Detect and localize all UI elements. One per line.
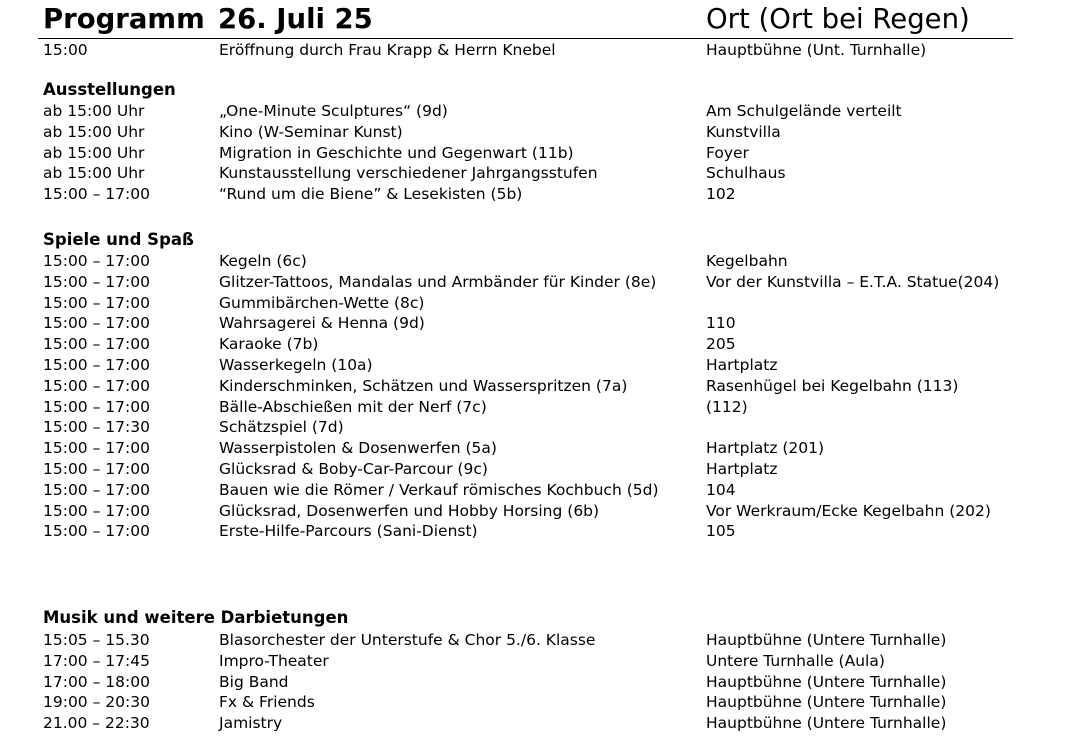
row-location: Untere Turnhalle (Aula) (706, 651, 885, 670)
row-time: 15:00 – 17:00 (43, 335, 150, 354)
row-location: Hauptbühne (Untere Turnhalle) (706, 714, 947, 733)
row-event: Glücksrad & Boby-Car-Parcour (9c) (219, 460, 488, 478)
row-event: Glitzer-Tattoos, Mandalas und Armbänder für Kinder (8e) (219, 272, 657, 291)
row-location: Hartplatz (201) (706, 439, 825, 458)
table-row (0, 480, 1075, 501)
table-row (0, 184, 1075, 205)
program-header (0, 0, 1075, 40)
row-event: Karaoke (7b) (219, 335, 319, 354)
row-time: 15:00 – 17:00 (43, 356, 150, 374)
row-time: ab 15:00 Uhr (43, 122, 145, 141)
table-row (0, 397, 1075, 418)
row-event: Schätzspiel (7d) (219, 418, 344, 437)
table-row (0, 692, 1075, 713)
table-row (0, 521, 1075, 542)
row-location: Am Schulgelände verteilt (706, 102, 902, 120)
table-row (0, 438, 1075, 459)
row-event: Gummibärchen-Wette (8c) (219, 293, 425, 312)
row-time: 15:00 – 17:00 (43, 376, 150, 395)
opening-row (0, 40, 1075, 61)
table-row (0, 272, 1075, 293)
table-row (0, 143, 1075, 164)
table-row (0, 417, 1075, 438)
row-event: Wasserkegeln (10a) (219, 356, 373, 374)
row-event: Kunstausstellung verschiedener Jahrgangsstufen (219, 164, 598, 183)
row-event: Kinderschminken, Schätzen und Wasserspritzen (7a) (219, 376, 628, 395)
row-time: ab 15:00 Uhr (43, 102, 145, 120)
row-location: Hauptbühne (Untere Turnhalle) (706, 672, 947, 691)
row-location: Kegelbahn (706, 252, 788, 270)
row-time: 17:00 – 17:45 (43, 651, 150, 670)
row-time: 15:00 – 17:00 (43, 397, 150, 416)
header-divider (38, 38, 1013, 39)
row-location: 104 (706, 480, 736, 499)
row-time: 15:00 – 17:00 (43, 439, 150, 458)
table-row (0, 459, 1075, 480)
table-row (0, 651, 1075, 672)
table-row (0, 163, 1075, 184)
row-time: 15:00 – 17:00 (43, 185, 150, 204)
row-event: Jamistry (219, 714, 283, 733)
row-time: 17:00 – 18:00 (43, 672, 150, 691)
row-time: 15:00 – 17:00 (43, 272, 150, 291)
row-event: Erste-Hilfe-Parcours (Sani-Dienst) (219, 522, 478, 541)
row-location: Vor Werkraum/Ecke Kegelbahn (202) (706, 501, 991, 520)
table-row (0, 672, 1075, 693)
row-event: „One-Minute Sculptures“ (9d) (219, 102, 448, 120)
table-row (0, 630, 1075, 651)
row-location: Hauptbühne (Unt. Turnhalle) (706, 41, 927, 59)
row-event: Kino (W-Seminar Kunst) (219, 122, 403, 141)
row-time: 21.00 – 22:30 (43, 714, 150, 733)
row-event: Kegeln (6c) (219, 252, 307, 270)
section-title: Musik und weitere Darbietungen (43, 608, 349, 627)
row-location: Hauptbühne (Untere Turnhalle) (706, 631, 947, 649)
row-time: 19:00 – 20:30 (43, 693, 150, 712)
row-event: Fx & Friends (219, 693, 315, 712)
row-event: Wahrsagerei & Henna (9d) (219, 314, 425, 333)
table-row (0, 355, 1075, 376)
section-title: Ausstellungen (43, 80, 176, 99)
row-time: 15:00 – 17:00 (43, 252, 150, 270)
row-event: Bälle-Abschießen mit der Nerf (7c) (219, 397, 487, 416)
row-location: Hartplatz (706, 460, 778, 478)
table-row (0, 334, 1075, 355)
row-location: Schulhaus (706, 164, 786, 183)
table-row (0, 101, 1075, 122)
row-location: 102 (706, 185, 736, 204)
table-row (0, 313, 1075, 334)
table-row (0, 713, 1075, 734)
section-title: Spiele und Spaß (43, 230, 194, 249)
row-time: 15:00 – 17:00 (43, 522, 150, 541)
row-location: Vor der Kunstvilla – E.T.A. Statue(204) (706, 272, 1000, 291)
row-location: Foyer (706, 143, 749, 162)
program-date: 26. Juli 25 (218, 3, 373, 35)
program-title: Programm (43, 3, 205, 35)
row-time: 15:00 – 17:00 (43, 460, 150, 478)
table-row (0, 501, 1075, 522)
row-location: Hauptbühne (Untere Turnhalle) (706, 693, 947, 712)
row-time: 15:05 – 15.30 (43, 631, 150, 649)
row-event: Eröffnung durch Frau Krapp & Herrn Knebel (219, 41, 556, 59)
table-row (0, 122, 1075, 143)
location-column-header: Ort (Ort bei Regen) (706, 3, 970, 35)
row-location: Rasenhügel bei Kegelbahn (113) (706, 376, 959, 395)
row-event: Big Band (219, 672, 289, 691)
row-event: “Rund um die Biene” & Lesekisten (5b) (219, 185, 523, 204)
row-event: Glücksrad, Dosenwerfen und Hobby Horsing (6b) (219, 501, 600, 520)
row-location: 105 (706, 522, 736, 541)
row-location: 205 (706, 335, 736, 354)
table-row (0, 293, 1075, 314)
row-time: 15:00 – 17:00 (43, 480, 150, 499)
row-event: Blasorchester der Unterstufe & Chor 5./6. Klasse (219, 631, 596, 649)
table-row (0, 251, 1075, 272)
row-time: ab 15:00 Uhr (43, 164, 145, 183)
row-event: Impro-Theater (219, 651, 329, 670)
row-time: 15:00 (43, 41, 88, 59)
row-location: (112) (706, 397, 748, 416)
row-location: Kunstvilla (706, 122, 781, 141)
row-event: Wasserpistolen & Dosenwerfen (5a) (219, 439, 497, 458)
row-event: Migration in Geschichte und Gegenwart (11b) (219, 143, 574, 162)
row-time: 15:00 – 17:00 (43, 501, 150, 520)
row-time: 15:00 – 17:00 (43, 314, 150, 333)
row-location: Hartplatz (706, 356, 778, 374)
row-time: 15:00 – 17:30 (43, 418, 150, 437)
row-location: 110 (706, 314, 736, 333)
row-time: ab 15:00 Uhr (43, 143, 145, 162)
row-time: 15:00 – 17:00 (43, 293, 150, 312)
table-row (0, 376, 1075, 397)
row-event: Bauen wie die Römer / Verkauf römisches Kochbuch (5d) (219, 480, 659, 499)
